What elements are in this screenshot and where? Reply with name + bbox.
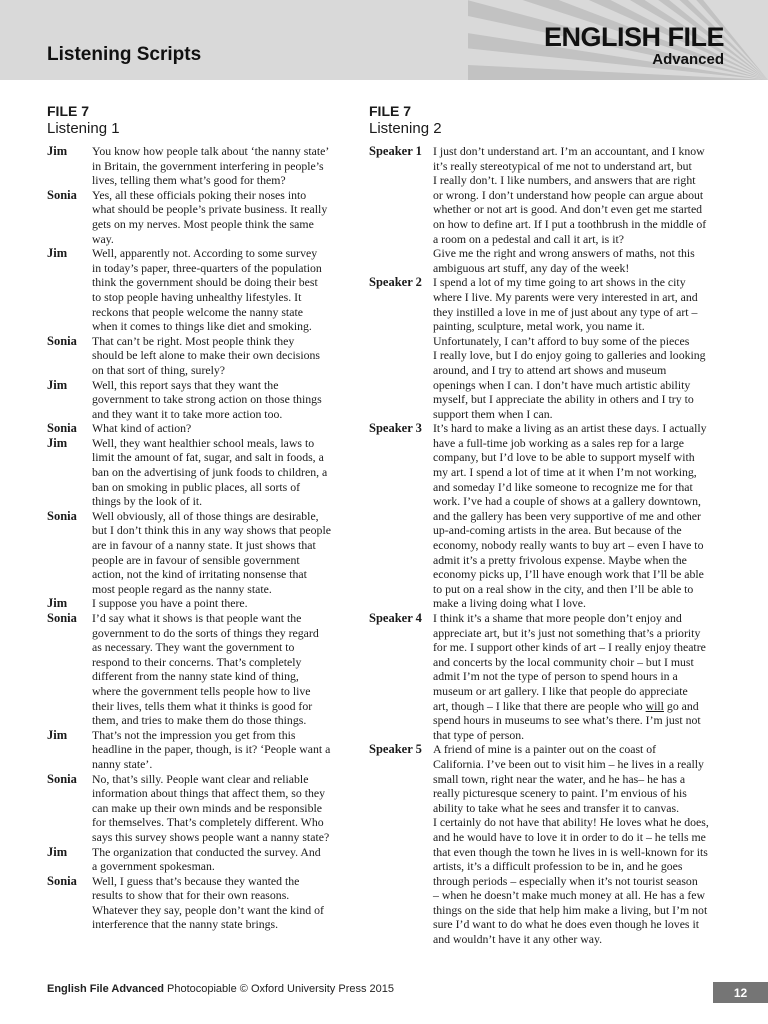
script-line: The organization that conducted the survey. And [92, 844, 321, 859]
speaker-name: Sonia [47, 187, 77, 202]
script-line: things on the side that help him make a living, but I’m not [433, 902, 708, 917]
script-line: It’s hard to make a living as an artist these days. I actually [433, 421, 707, 436]
speaker-name: Sonia [47, 508, 77, 523]
script-line: openings when I can. I don’t have much artistic ability [433, 377, 691, 392]
speaker-name: Jim [47, 377, 68, 392]
script-line: what should be people’s private business. It really [92, 202, 328, 217]
script-line: work. I’ve had a couple of shows at a gallery downtown, [433, 494, 701, 509]
script-line: painting, sculpture, metal work, you name it. [433, 319, 645, 334]
script-line: Whatever they say, people don’t want the kind of [92, 902, 324, 917]
speaker-list [369, 144, 719, 947]
script-line: You know how people talk about ‘the nanny state’ [92, 144, 330, 158]
script-line: in today’s paper, three-quarters of the population [92, 260, 322, 275]
speaker-name: Speaker 5 [369, 742, 422, 757]
script-line: Give me the right and wrong answers of maths, not this [433, 246, 695, 261]
speaker-text [92, 596, 342, 611]
script-line: No, that’s silly. People want clear and reliable [92, 771, 309, 786]
script-line: I really don’t. I like numbers, and answers that are right [433, 173, 696, 188]
script-line: action, not the kind of irritating nonsense that [92, 567, 307, 582]
script-line: Yes, all these officials poking their noses into [92, 187, 307, 202]
speaker-text [92, 378, 342, 422]
script-line: That can’t be right. Most people think they [92, 333, 295, 348]
script-line: – when he doesn’t make much money at all. He has a few [433, 888, 706, 903]
dialogue-list [47, 144, 342, 932]
script-line: people are in favour of sensible government [92, 552, 300, 567]
speaker-text [92, 421, 342, 436]
script-line: for themselves. That’s completely different. Who [92, 815, 324, 830]
listening-2-column [369, 103, 719, 947]
script-line: in Britain, the government interfering in people’s [92, 158, 324, 173]
script-line: respond to their concerns. That’s completely [92, 654, 302, 669]
script-line: I spend a lot of my time going to art shows in the city [433, 275, 686, 290]
script-line: information about things that affect them, so they [92, 786, 326, 801]
script-line: whether or not art is good. And don’t even get me started [433, 202, 703, 217]
speaker-name: Jim [47, 144, 68, 158]
footer-text: Photocopiable © Oxford University Press 2015 [163, 983, 395, 995]
speaker-name: Sonia [47, 611, 77, 625]
file-label: FILE 7 [47, 103, 90, 119]
speaker-name: Sonia [47, 873, 77, 888]
script-line: spend hours in museums to see what’s there. I’m just not [433, 713, 701, 728]
speaker-name: Speaker 4 [369, 611, 422, 625]
script-line: and the gallery has been very supportive of me and other [433, 508, 701, 523]
speaker-name: Jim [47, 246, 68, 261]
script-line: nanny state’. [92, 756, 153, 771]
script-line: headline in the paper, though, is it? ‘People want a [92, 742, 331, 757]
script-line: says this survey shows people want a nanny state? [92, 829, 330, 844]
page-header [0, 0, 768, 80]
script-line: Unfortunately, I can’t afford to buy some of the pieces [433, 333, 690, 348]
script-line: interference that the nanny state brings. [92, 917, 279, 932]
script-line: different from the nanny state kind of thing, [92, 669, 299, 684]
script-line: sure I’d want to do what he does even though he loves it [433, 917, 700, 932]
speaker-text [433, 421, 719, 611]
speaker-text [433, 611, 719, 742]
script-turn [47, 188, 342, 246]
script-line: for me. I support other kinds of art – I really enjoy theatre [433, 640, 706, 655]
speaker-name: Sonia [47, 421, 77, 436]
script-turn [47, 874, 342, 932]
script-line: on that sort of thing, surely? [92, 362, 226, 377]
speaker-text [92, 246, 342, 334]
script-line: economy picks up, I’ll have enough work that I’ll be able [433, 567, 704, 582]
script-turn [47, 378, 342, 422]
script-line: I just don’t understand art. I’m an accountant, and I know [433, 144, 705, 158]
script-turn [47, 144, 342, 188]
script-line: and concerts by the local community choir – but I must [433, 654, 694, 669]
script-line: have a full-time job working as a sales rep for a large [433, 435, 685, 450]
script-line: I suppose you have a point there. [92, 596, 248, 611]
script-line: up-and-coming artists in the area. But because of the [433, 523, 682, 538]
script-line: small town, right near the water, and he has– he has a [433, 771, 686, 786]
script-line: around, and I try to attend art shows and museum [433, 362, 667, 377]
script-line: What kind of action? [92, 421, 192, 436]
speaker-name: Sonia [47, 333, 77, 348]
script-line: Well, they want healthier school meals, laws to [92, 435, 315, 450]
script-turn [369, 144, 719, 275]
script-line: should be left alone to make their own decisions [92, 348, 321, 363]
script-turn [47, 436, 342, 509]
script-line: them, and tries to make them do those things. [92, 713, 307, 728]
script-line: think the government should be doing their best [92, 275, 318, 290]
script-line: when it comes to things like diet and smoking. [92, 319, 312, 334]
script-line: ambiguous art stuff, any day of the week! [433, 260, 630, 275]
script-line: California. I’ve been out to visit him – he lives in a really [433, 756, 704, 771]
script-line: Well, apparently not. According to some survey [92, 246, 318, 261]
script-turn [369, 742, 719, 946]
script-turn [47, 845, 342, 874]
script-line: and someday I’d like someone to recognize me for that [433, 479, 693, 494]
script-line: I think it’s a shame that more people don’t enjoy and [433, 611, 682, 625]
script-line: I certainly do not have that ability! He loves what he does, [433, 815, 709, 830]
script-line: government to do the sorts of things they regard [92, 625, 319, 640]
script-line: museum or art gallery. I like that people do appreciate [433, 683, 688, 698]
script-line: and they want it to take more action too. [92, 406, 283, 421]
script-line: reckons that people welcome the nanny state [92, 304, 303, 319]
script-line: a government spokesman. [92, 859, 215, 874]
script-turn [47, 421, 342, 436]
script-line: on how to define art. If I put a toothbrush in the middle of [433, 216, 707, 231]
script-line: Well, I guess that’s because they wanted the [92, 873, 300, 888]
speaker-name: Jim [47, 596, 68, 611]
speaker-name: Jim [47, 727, 68, 742]
speaker-text [92, 728, 342, 772]
script-line: admit I’m not the type of person to spend hours in a [433, 669, 678, 684]
script-line: as necessary. They want the government to [92, 640, 295, 655]
speaker-text [433, 275, 719, 421]
script-line: or wrong. I don’t understand how people can argue about [433, 187, 704, 202]
script-turn [47, 334, 342, 378]
speaker-name: Sonia [47, 771, 77, 786]
script-line: lives, telling them what’s good for them? [92, 173, 286, 188]
script-line: ability to take what he sees and transfer it to canvas. [433, 800, 680, 815]
speaker-text [92, 436, 342, 509]
script-line: ban on the advertising of junk foods to children, a [92, 465, 328, 480]
script-turn [47, 728, 342, 772]
footer-copyright [47, 983, 394, 995]
script-line: way. [92, 231, 114, 246]
script-turn [47, 772, 342, 845]
script-line: most people regard as the nanny state. [92, 581, 272, 596]
script-line: can make up their own minds and be responsible [92, 800, 322, 815]
script-line: that type of person. [433, 727, 525, 742]
script-line: really picturesque scenery to paint. I’m envious of his [433, 786, 687, 801]
script-line: support them when I can. [433, 406, 553, 421]
script-line: they instilled a love in me of just about any type of art – [433, 304, 698, 319]
footer-brand: English File Advanced [47, 983, 164, 995]
speaker-text [92, 509, 342, 597]
script-turn [47, 596, 342, 611]
script-line: things by the look of it. [92, 494, 203, 509]
script-turn [369, 421, 719, 611]
listening-label: Listening 1 [47, 120, 120, 137]
script-line: economy, nobody really wants to buy art – even I have to [433, 538, 704, 553]
script-line: myself, but I appreciate the ability in others and I try to [433, 392, 694, 407]
script-line: Well obviously, all of those things are desirable, [92, 508, 319, 523]
script-line: art, though – I like that there are people who will go and [433, 698, 699, 713]
script-line: to put on a real show in the city, and then I’ll be able to [433, 581, 694, 596]
speaker-text [433, 742, 719, 946]
brand-subtitle: Advanced [652, 51, 724, 68]
script-line: through periods – especially when it’s not tourist season [433, 873, 698, 888]
listening-1-column [47, 103, 342, 932]
listening-label: Listening 2 [369, 120, 442, 137]
speaker-text [433, 144, 719, 275]
script-line: government to take strong action on those things [92, 392, 322, 407]
script-line: their lives, tells them what it thinks is good for [92, 698, 313, 713]
speaker-text [92, 188, 342, 246]
script-turn [47, 246, 342, 334]
script-line: to stop people having unhealthy lifestyles. It [92, 289, 302, 304]
brand-logo [544, 24, 724, 69]
speaker-text [92, 334, 342, 378]
brand-title: ENGLISH FILE [543, 22, 724, 52]
speaker-name: Speaker 2 [369, 275, 422, 290]
script-line: that even though the town he lives in is well-known for its [433, 844, 708, 859]
speaker-text [92, 611, 342, 728]
speaker-name: Speaker 1 [369, 144, 422, 158]
script-line: Well, this report says that they want the [92, 377, 279, 392]
script-line: results to show that for their own reasons. [92, 888, 290, 903]
speaker-text [92, 845, 342, 874]
script-turn [369, 275, 719, 421]
script-turn [47, 611, 342, 728]
script-turn [369, 611, 719, 742]
speaker-name: Jim [47, 435, 68, 450]
script-line: company, but I’d love to be able to support myself with [433, 450, 695, 465]
script-line: and wouldn’t have it any other way. [433, 932, 603, 947]
script-line: where the government tells people how to live [92, 683, 311, 698]
script-line: are in favour of a nanny state. It just shows that [92, 538, 316, 553]
script-line: limit the amount of fat, sugar, and salt in foods, a [92, 450, 324, 465]
script-line: it’s really stereotypical of me not to understand art, but [433, 158, 692, 173]
script-line: I really love, but I do enjoy going to galleries and looking [433, 348, 706, 363]
script-line: a room on a pedestal and call it art, is it? [433, 231, 624, 246]
speaker-text [92, 772, 342, 845]
script-line: That’s not the impression you get from this [92, 727, 296, 742]
script-line: I’d say what it shows is that people want the [92, 611, 302, 625]
script-line: A friend of mine is a painter out on the coast of [433, 742, 657, 757]
script-line: where I live. My parents were very interested in art, and [433, 289, 698, 304]
file-label: FILE 7 [369, 103, 412, 119]
script-line: appreciate art, but it’s just not something that’s a priority [433, 625, 701, 640]
section-title: Listening Scripts [47, 44, 202, 65]
speaker-text [92, 874, 342, 932]
script-line: gets on my nerves. Most people think the same [92, 216, 314, 231]
script-line: but I don’t think this in any way shows that people [92, 523, 331, 538]
speaker-name: Jim [47, 844, 68, 859]
script-line: my art. I spend a lot of time at it when I’m not working, [433, 465, 697, 480]
script-line: artists, it’s a difficult profession to be in, and he goes [433, 859, 683, 874]
script-line: ban on smoking in public places, all sorts of [92, 479, 301, 494]
speaker-text [92, 144, 342, 188]
script-line: make a living doing what I love. [433, 596, 586, 611]
speaker-name: Speaker 3 [369, 421, 422, 436]
script-turn [47, 509, 342, 597]
script-line: admit it’s a pretty frivolous expense. Maybe when the [433, 552, 687, 567]
script-line: and he would have to love it in order to do it – he tells me [433, 829, 706, 844]
page-number: 12 [713, 982, 768, 1003]
